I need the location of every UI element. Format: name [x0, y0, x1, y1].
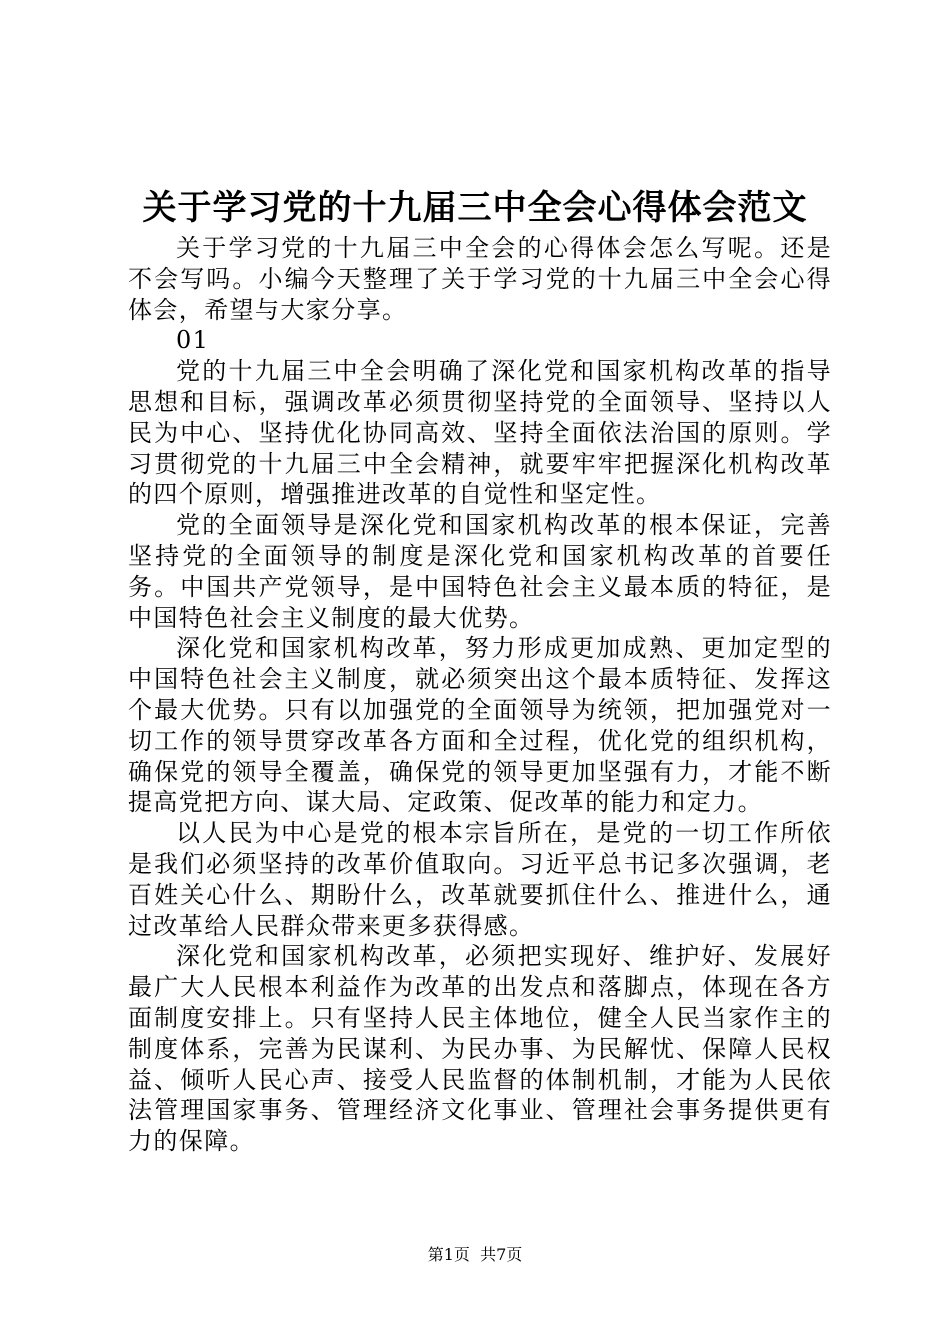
paragraph: 党的十九届三中全会明确了深化党和国家机构改革的指导思想和目标，强调改革必须贯彻坚持党的全面领导、坚持以人民为中心、坚持优化协同高效、坚持全面依法治国的原则。学习贯彻党的十九届三中全会精神，就要牢牢把握深化机构改革的四个原则，增强推进改革的自觉性和坚定性。	[128, 357, 832, 509]
paragraph-intro: 关于学习党的十九届三中全会的心得体会怎么写呢。还是不会写吗。小编今天整理了关于学习党的十九届三中全会心得体会，希望与大家分享。	[128, 234, 832, 324]
section-number: 01	[176, 326, 210, 355]
paragraph: 深化党和国家机构改革，努力形成更加成熟、更加定型的中国特色社会主义制度，就必须突出这个最本质特征、发挥这个最大优势。只有以加强党的全面领导为统领，把加强党对一切工作的领导贯穿改革各方面和全过程，优化党的组织机构，确保党的领导全覆盖，确保党的领导更加坚强有力，才能不断提高党把方向、谋大局、定政策、促改革的能力和定力。	[128, 634, 832, 817]
document-title: 关于学习党的十九届三中全会心得体会范文	[142, 188, 808, 228]
document-body	[128, 233, 832, 1157]
paragraph: 深化党和国家机构改革，必须把实现好、维护好、发展好最广大人民根本利益作为改革的出发点和落脚点，体现在各方面制度安排上。只有坚持人民主体地位，健全人民当家作主的制度体系，完善为民谋利、为民办事、为民解忧、保障人民权益、倾听人民心声、接受人民监督的体制机制，才能为人民依法管理国家事务、管理经济文化事业、管理社会事务提供更有力的保障。	[128, 942, 832, 1156]
page-footer: 第1页 共7页	[427, 1245, 523, 1264]
paragraph: 党的全面领导是深化党和国家机构改革的根本保证，完善坚持党的全面领导的制度是深化党和国家机构改革的首要任务。中国共产党领导，是中国特色社会主义最本质的特征，是中国特色社会主义制度的最大优势。	[128, 511, 832, 632]
paragraph: 以人民为中心是党的根本宗旨所在，是党的一切工作所依是我们必须坚持的改革价值取向。习近平总书记多次强调，老百姓关心什么、期盼什么，改革就要抓住什么、推进什么，通过改革给人民群众带来更多获得感。	[128, 819, 832, 940]
